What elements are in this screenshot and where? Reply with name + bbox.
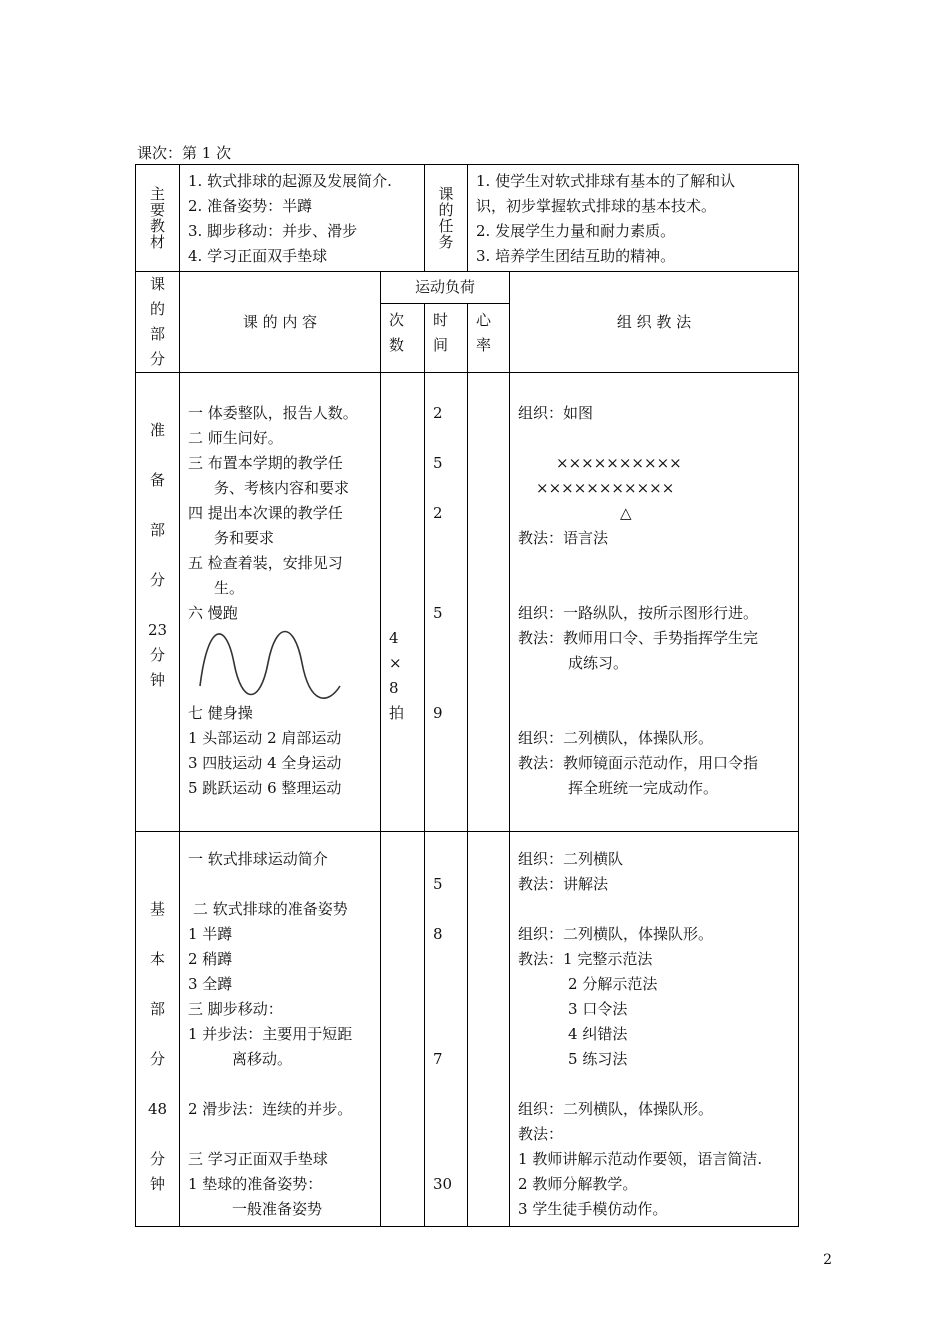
list-item: 2. 准备姿势：半蹲 (188, 197, 313, 215)
basic-section (136, 832, 799, 1227)
page-number: 2 (823, 1252, 832, 1268)
load-header: 运动负荷 (381, 272, 510, 304)
heart-rate-header: 心 率 (468, 304, 510, 373)
list-item: 2. 发展学生力量和耐力素质。 (476, 222, 676, 240)
list-item: 3. 脚步移动：并步、滑步 (188, 222, 358, 240)
part-header: 课 的 部 分 (136, 272, 180, 373)
prep-label: 准 备 部 分 23 分 钟 (136, 373, 180, 832)
basic-label: 基 本 部 分 48 分 钟 (136, 832, 180, 1227)
prep-content: 一 体委整队，报告人数。 二 师生问好。 三 布置本学期的教学任 务、考核内容和要求 四 提出本次课的教学任 务和要求 五 检查着装，安排见习 生。 六 慢跑 七 健身操 1 头部运动 2 肩部运动 3 四肢运动 4 全身运动 5 跳跃运动 6 整理运动 (180, 373, 381, 832)
list-item: 1. 使学生对软式排球有基本的了解和认 (476, 172, 736, 190)
formation-row-1: ×××××××××× (556, 454, 682, 472)
method-header: 组 织 教 法 (510, 272, 799, 373)
prep-method: 组织：如图 ×××××××××× ××××××××××× △ 教法：语言法 组织：一路纵队，按所示图形行进。 教法：教师用口令、手势指挥学生完 成练习。 组织：二列横队，体操队形。 教法：教师镜面示范动作，用口令指 挥全班统一完成动作。 (510, 373, 799, 832)
list-item: 3. 培养学生团结互助的精神。 (476, 247, 676, 265)
lesson-number: 课次：第 1 次 (137, 144, 232, 162)
main-material-row (136, 165, 799, 272)
list-item: 4. 学习正面双手垫球 (188, 247, 328, 265)
task-list (468, 165, 799, 272)
times-header: 次 数 (381, 304, 425, 373)
basic-duration: 5 8 7 30 (425, 832, 468, 1227)
prep-heart-rate (468, 373, 510, 832)
lesson-plan-table (135, 164, 799, 1227)
basic-heart-rate (468, 832, 510, 1227)
jog-route-diagram (188, 626, 376, 701)
task-label: 课 的 任 务 (425, 165, 468, 272)
content-header: 课 的 内 容 (180, 272, 381, 373)
list-item: 识，初步掌握软式排球的基本技术。 (476, 197, 717, 215)
basic-content: 一 软式排球运动简介 二 软式排球的准备姿势 1 半蹲 2 稍蹲 3 全蹲 三 脚步移动： 1 并步法：主要用于短距 离移动。 2 滑步法：连续的并步。 三 学习正面双手垫球 1 垫球的准备姿势： 一般准备姿势 (180, 832, 381, 1227)
prep-duration: 2 5 2 5 9 (425, 373, 468, 832)
prep-section (136, 373, 799, 832)
wave-path-icon (188, 626, 358, 701)
prep-times: 4 × 8 拍 (381, 373, 425, 832)
header-row-1 (136, 272, 799, 304)
basic-method: 组织：二列横队 教法：讲解法 组织：二列横队，体操队形。 教法：1 完整示范法 2 分解示范法 3 口令法 4 纠错法 5 练习法 组织：二列横队，体操队形。 教法： 1 教师讲解示范动作要领，语言简洁. 2 教师分解教学。 3 学生徒手模仿动作。 (510, 832, 799, 1227)
main-material-label: 主 要 教 材 (136, 165, 180, 272)
formation-row-2: ××××××××××× (536, 479, 675, 497)
duration-header: 时 间 (425, 304, 468, 373)
teacher-position: △ (620, 504, 632, 522)
list-item: 1. 软式排球的起源及发展简介. (188, 172, 392, 190)
basic-times (381, 832, 425, 1227)
main-material-list (180, 165, 425, 272)
